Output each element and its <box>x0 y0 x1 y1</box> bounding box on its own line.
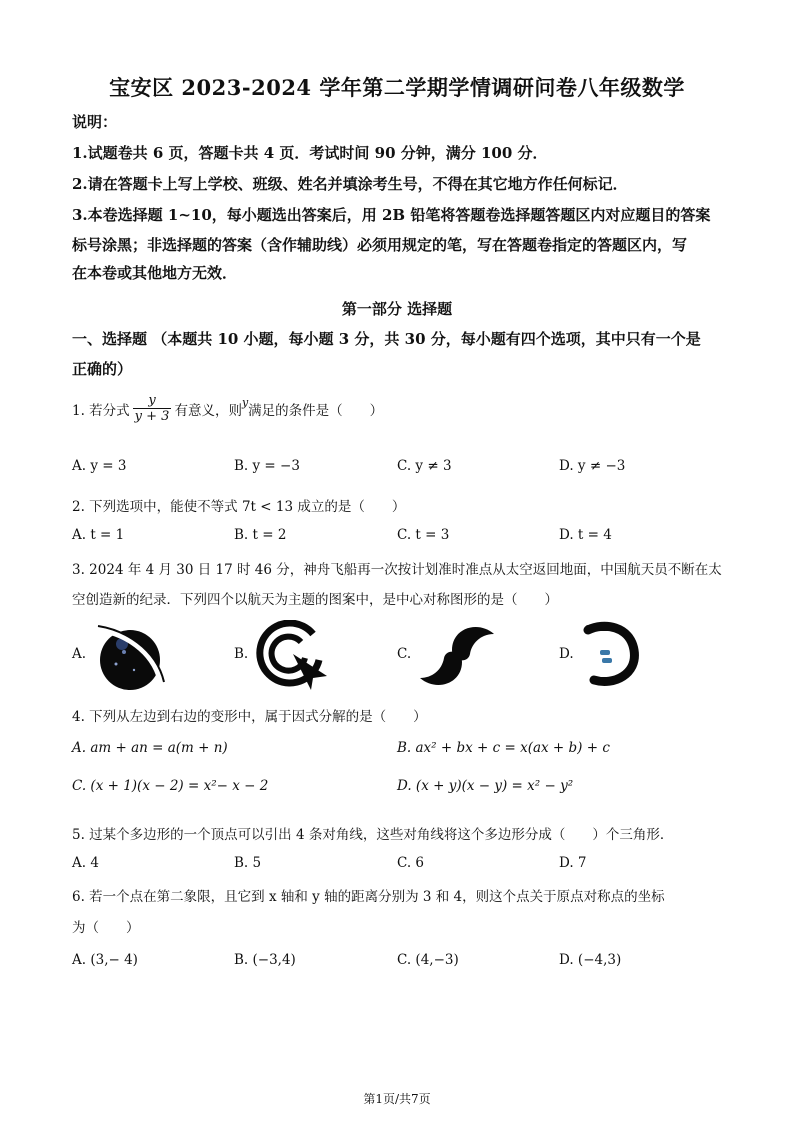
q3-option-d-label: D. <box>559 646 574 662</box>
page-title: 宝安区 2023-2024 学年第二学期学情调研问卷八年级数学 <box>109 75 685 100</box>
question-5-stem: 5. 过某个多边形的一个顶点可以引出 4 条对角线，这些对角线将这个多边形分成（ ）个三角形． <box>72 827 674 843</box>
q5-option-c: C. 6 <box>397 855 425 871</box>
q6-option-a: A. (3,− 4) <box>72 952 138 968</box>
brush-circle-icon <box>580 620 642 690</box>
q6-option-c: C. (4,−3) <box>397 952 459 968</box>
q4-option-c: C. (x + 1)(x − 2) = x²− x − 2 <box>72 778 269 794</box>
q5-option-d: D. 7 <box>559 855 587 871</box>
question-6-line-1: 6. 若一个点在第二象限，且它到 x 轴和 y 轴的距离分别为 3 和 4，则这个点关于原点对称点的坐标 <box>72 889 665 905</box>
q3-option-b-label: B. <box>234 646 249 662</box>
q1-pre: 1. 若分式 <box>72 402 130 419</box>
q4-option-b: B. ax² + bx + c = x(ax + b) + c <box>397 740 610 756</box>
section-heading-line-1: 一、选择题 （本题共 10 小题，每小题 3 分，共 30 分，每小题有四个选项，其中只有一个是 <box>72 330 701 348</box>
target-arrow-icon <box>255 620 331 690</box>
q1-option-d: D. y ≠ −3 <box>559 458 626 474</box>
q1-post: 满足的条件是（ ） <box>248 402 384 419</box>
q1-option-c: C. y ≠ 3 <box>397 458 452 474</box>
note-3-line-1: 3.本卷选择题 1~10，每小题选出答案后，用 2B 铅笔将答题卷选择题答题区内对应题目的答案 <box>72 206 711 224</box>
q1-denominator: y + 3 <box>134 409 170 424</box>
q1-mid: 有意义，则 <box>174 402 242 419</box>
section-heading-line-2: 正确的） <box>72 360 133 378</box>
part-heading: 第一部分 选择题 <box>341 300 453 318</box>
note-1: 1.试题卷共 6 页，答题卡共 4 页．考试时间 90 分钟，满分 100 分． <box>72 144 548 162</box>
q6-option-b: B. (−3,4) <box>234 952 296 968</box>
q2-option-d: D. t = 4 <box>559 527 612 543</box>
q5-option-a: A. 4 <box>72 855 99 871</box>
page-footer: 第1页/共7页 <box>363 1092 431 1106</box>
q2-option-a: A. t = 1 <box>72 527 125 543</box>
q1-fraction <box>133 393 172 424</box>
question-2-stem: 2. 下列选项中，能使不等式 7t < 13 成立的是（ ） <box>72 499 406 515</box>
q5-option-b: B. 5 <box>234 855 262 871</box>
question-3-line-1: 3. 2024 年 4 月 30 日 17 时 46 分，神舟飞船再一次按计划准时准点从太空返回地面，中国航天员不断在太 <box>72 562 722 578</box>
q6-option-d: D. (−4,3) <box>559 952 622 968</box>
question-6-line-2: 为（ ） <box>72 920 140 936</box>
q4-option-a: A. am + an = a(m + n) <box>72 740 228 756</box>
question-3-line-2: 空创造新的纪录．下列四个以航天为主题的图案中，是中心对称图形的是（ ） <box>72 592 558 608</box>
notes-heading: 说明： <box>72 113 118 131</box>
note-3-line-3: 在本卷或其他地方无效． <box>72 264 238 282</box>
note-3-line-2: 标号涂黑；非选择题的答案（含作辅助线）必须用规定的笔，写在答题卷指定的答题区内，写 <box>72 236 688 254</box>
q3-option-c-label: C. <box>397 646 412 662</box>
swirl-emblem-icon <box>418 622 496 690</box>
q2-option-c: C. t = 3 <box>397 527 450 543</box>
q3-option-a-label: A. <box>72 646 87 662</box>
q2-option-b: B. t = 2 <box>234 527 287 543</box>
q1-var: y <box>241 396 249 409</box>
q1-option-b: B. y = −3 <box>234 458 300 474</box>
q1-option-a: A. y = 3 <box>72 458 127 474</box>
note-2: 2.请在答题卡上写上学校、班级、姓名并填涂考生号，不得在其它地方作任何标记． <box>72 175 628 193</box>
question-1-stem <box>72 393 383 424</box>
planet-emblem-icon <box>94 620 168 694</box>
q1-numerator: y <box>133 393 172 409</box>
question-4-stem: 4. 下列从左边到右边的变形中，属于因式分解的是（ ） <box>72 709 427 725</box>
q4-option-d: D. (x + y)(x − y) = x² − y² <box>397 778 574 794</box>
